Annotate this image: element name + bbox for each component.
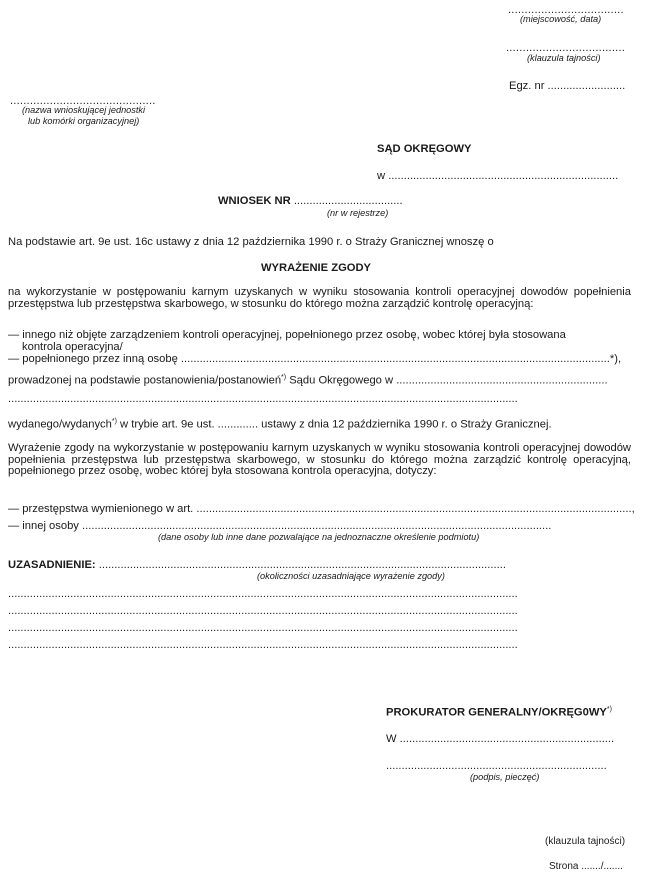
option-2-field[interactable]: .......................................................................................................................................... bbox=[180, 353, 610, 365]
conducted-footnote: *) bbox=[281, 374, 287, 381]
issued-text-a: wydanego/wydanych bbox=[8, 418, 112, 431]
conducted-text-b: Sądu Okręgowego w bbox=[286, 374, 394, 387]
consent-use-paragraph: Wyrażenie zgody na wykorzystanie w postępowaniu karnym uzyskanych w wyniku stosowania kontroli operacyjnej dowodów popełnienia przestępstwa lub przestępstwa skarbowego, w stosunku do którego można zarządzić kontrolę operacyjną, popełnionego przez osobę, wobec której była stosowana kontrola operacyjna, dotyczy: bbox=[8, 442, 631, 478]
justification-line-3[interactable]: .................................................................................................................................................................... bbox=[8, 622, 518, 634]
page-counter: Strona ......./....... bbox=[549, 861, 623, 872]
applicant-caption-1: (nazwa wnioskującej jednostki bbox=[22, 105, 146, 115]
justification-caption: (okoliczności uzasadniające wyrażenie zgody) bbox=[257, 571, 445, 581]
option-1-line-2: kontrola operacyjna/ bbox=[22, 341, 123, 353]
concerns-item-2 bbox=[8, 520, 631, 532]
option-1-line-1: — innego niż objęte zarządzeniem kontroli operacyjnej, popełnionego przez osobę, wobec której była stosowana bbox=[8, 329, 566, 341]
justification-row bbox=[8, 559, 631, 571]
option-2-footnote: *), bbox=[609, 353, 622, 365]
option-2-row bbox=[8, 353, 631, 365]
prosecutor-location-field[interactable]: W ..................................................................... bbox=[386, 733, 615, 745]
concerns-item-1-text: — przestępstwa wymienionego w art. bbox=[8, 503, 194, 515]
other-person-caption: (dane osoby lub inne dane pozwalające na jednoznaczne określenie podmiotu) bbox=[158, 532, 480, 542]
article-field[interactable]: ............................................................................................................................................ bbox=[196, 503, 632, 515]
justification-field[interactable]: ................................................................................................................................... bbox=[98, 559, 506, 571]
place-date-caption: (miejscowość, data) bbox=[520, 14, 602, 24]
place-date-field[interactable]: ................................... bbox=[508, 4, 624, 16]
justification-line-2[interactable]: .................................................................................................................................................................... bbox=[8, 605, 518, 617]
prosecutor-title-row bbox=[386, 706, 612, 719]
issued-footnote: *) bbox=[111, 418, 117, 425]
prosecutor-footnote: *) bbox=[606, 706, 612, 713]
option-2-text: — popełnionego przez inną osobę bbox=[8, 353, 178, 365]
motion-number-row bbox=[218, 195, 403, 207]
signature-field[interactable]: ....................................................................... bbox=[386, 760, 607, 772]
issued-text-b: w trybie art. 9e ust. ............. ustawy z dnia 12 października 1990 r. o Straży Granicznej. bbox=[116, 418, 552, 431]
applicant-field[interactable]: ............................................ bbox=[10, 95, 156, 107]
consent-paragraph: na wykorzystanie w postępowaniu karnym uzyskanych w wyniku stosowania kontroli operacyjnej dowodów popełnienia przestępstwa lub przestępstwa skarbowego, w stosunku do którego można zarządzić kontrolę operacyjną: bbox=[8, 286, 631, 310]
clause-top-field[interactable]: .................................... bbox=[506, 42, 626, 54]
other-person-field[interactable]: ....................................................................................................................................................... bbox=[82, 520, 552, 532]
conducted-row bbox=[8, 374, 631, 387]
motion-number-field[interactable]: ................................... bbox=[293, 195, 403, 207]
motion-label: WNIOSEK NR bbox=[218, 195, 291, 207]
consent-title: WYRAŻENIE ZGODY bbox=[261, 262, 372, 274]
motion-number-caption: (nr w rejestrze) bbox=[327, 208, 389, 218]
prosecutor-title: PROKURATOR GENERALNY/OKRĘG0WY bbox=[386, 706, 607, 719]
court-decision-field[interactable]: .................................................................... bbox=[396, 374, 608, 387]
conducted-blank-line[interactable]: .................................................................................................................................................................... bbox=[8, 393, 518, 405]
issued-row bbox=[8, 418, 552, 431]
court-location-field[interactable]: w .......................................................................... bbox=[377, 170, 619, 182]
signature-caption: (podpis, pieczęć) bbox=[470, 772, 540, 782]
applicant-caption-2: lub komórki organizacyjnej) bbox=[28, 116, 140, 126]
footer-clause: (klauzula tajności) bbox=[545, 836, 626, 847]
justification-line-1[interactable]: .................................................................................................................................................................... bbox=[8, 588, 518, 600]
justification-label: UZASADNIENIE: bbox=[8, 559, 96, 571]
conducted-text-a: prowadzonej na podstawie postanowienia/postanowień bbox=[8, 374, 282, 387]
concerns-item-1-end: , bbox=[631, 503, 635, 515]
concerns-item-1 bbox=[8, 503, 635, 515]
clause-top-caption: (klauzula tajności) bbox=[527, 53, 601, 63]
concerns-item-2-text: — innej osoby bbox=[8, 520, 79, 532]
justification-line-4[interactable]: .................................................................................................................................................................... bbox=[8, 639, 518, 651]
intro-text: Na podstawie art. 9e ust. 16c ustawy z dnia 12 października 1990 r. o Straży Granicznej wnoszę o bbox=[8, 236, 494, 248]
court-title: SĄD OKRĘGOWY bbox=[377, 143, 472, 155]
copy-number-field[interactable]: Egz. nr ......................... bbox=[509, 80, 626, 92]
